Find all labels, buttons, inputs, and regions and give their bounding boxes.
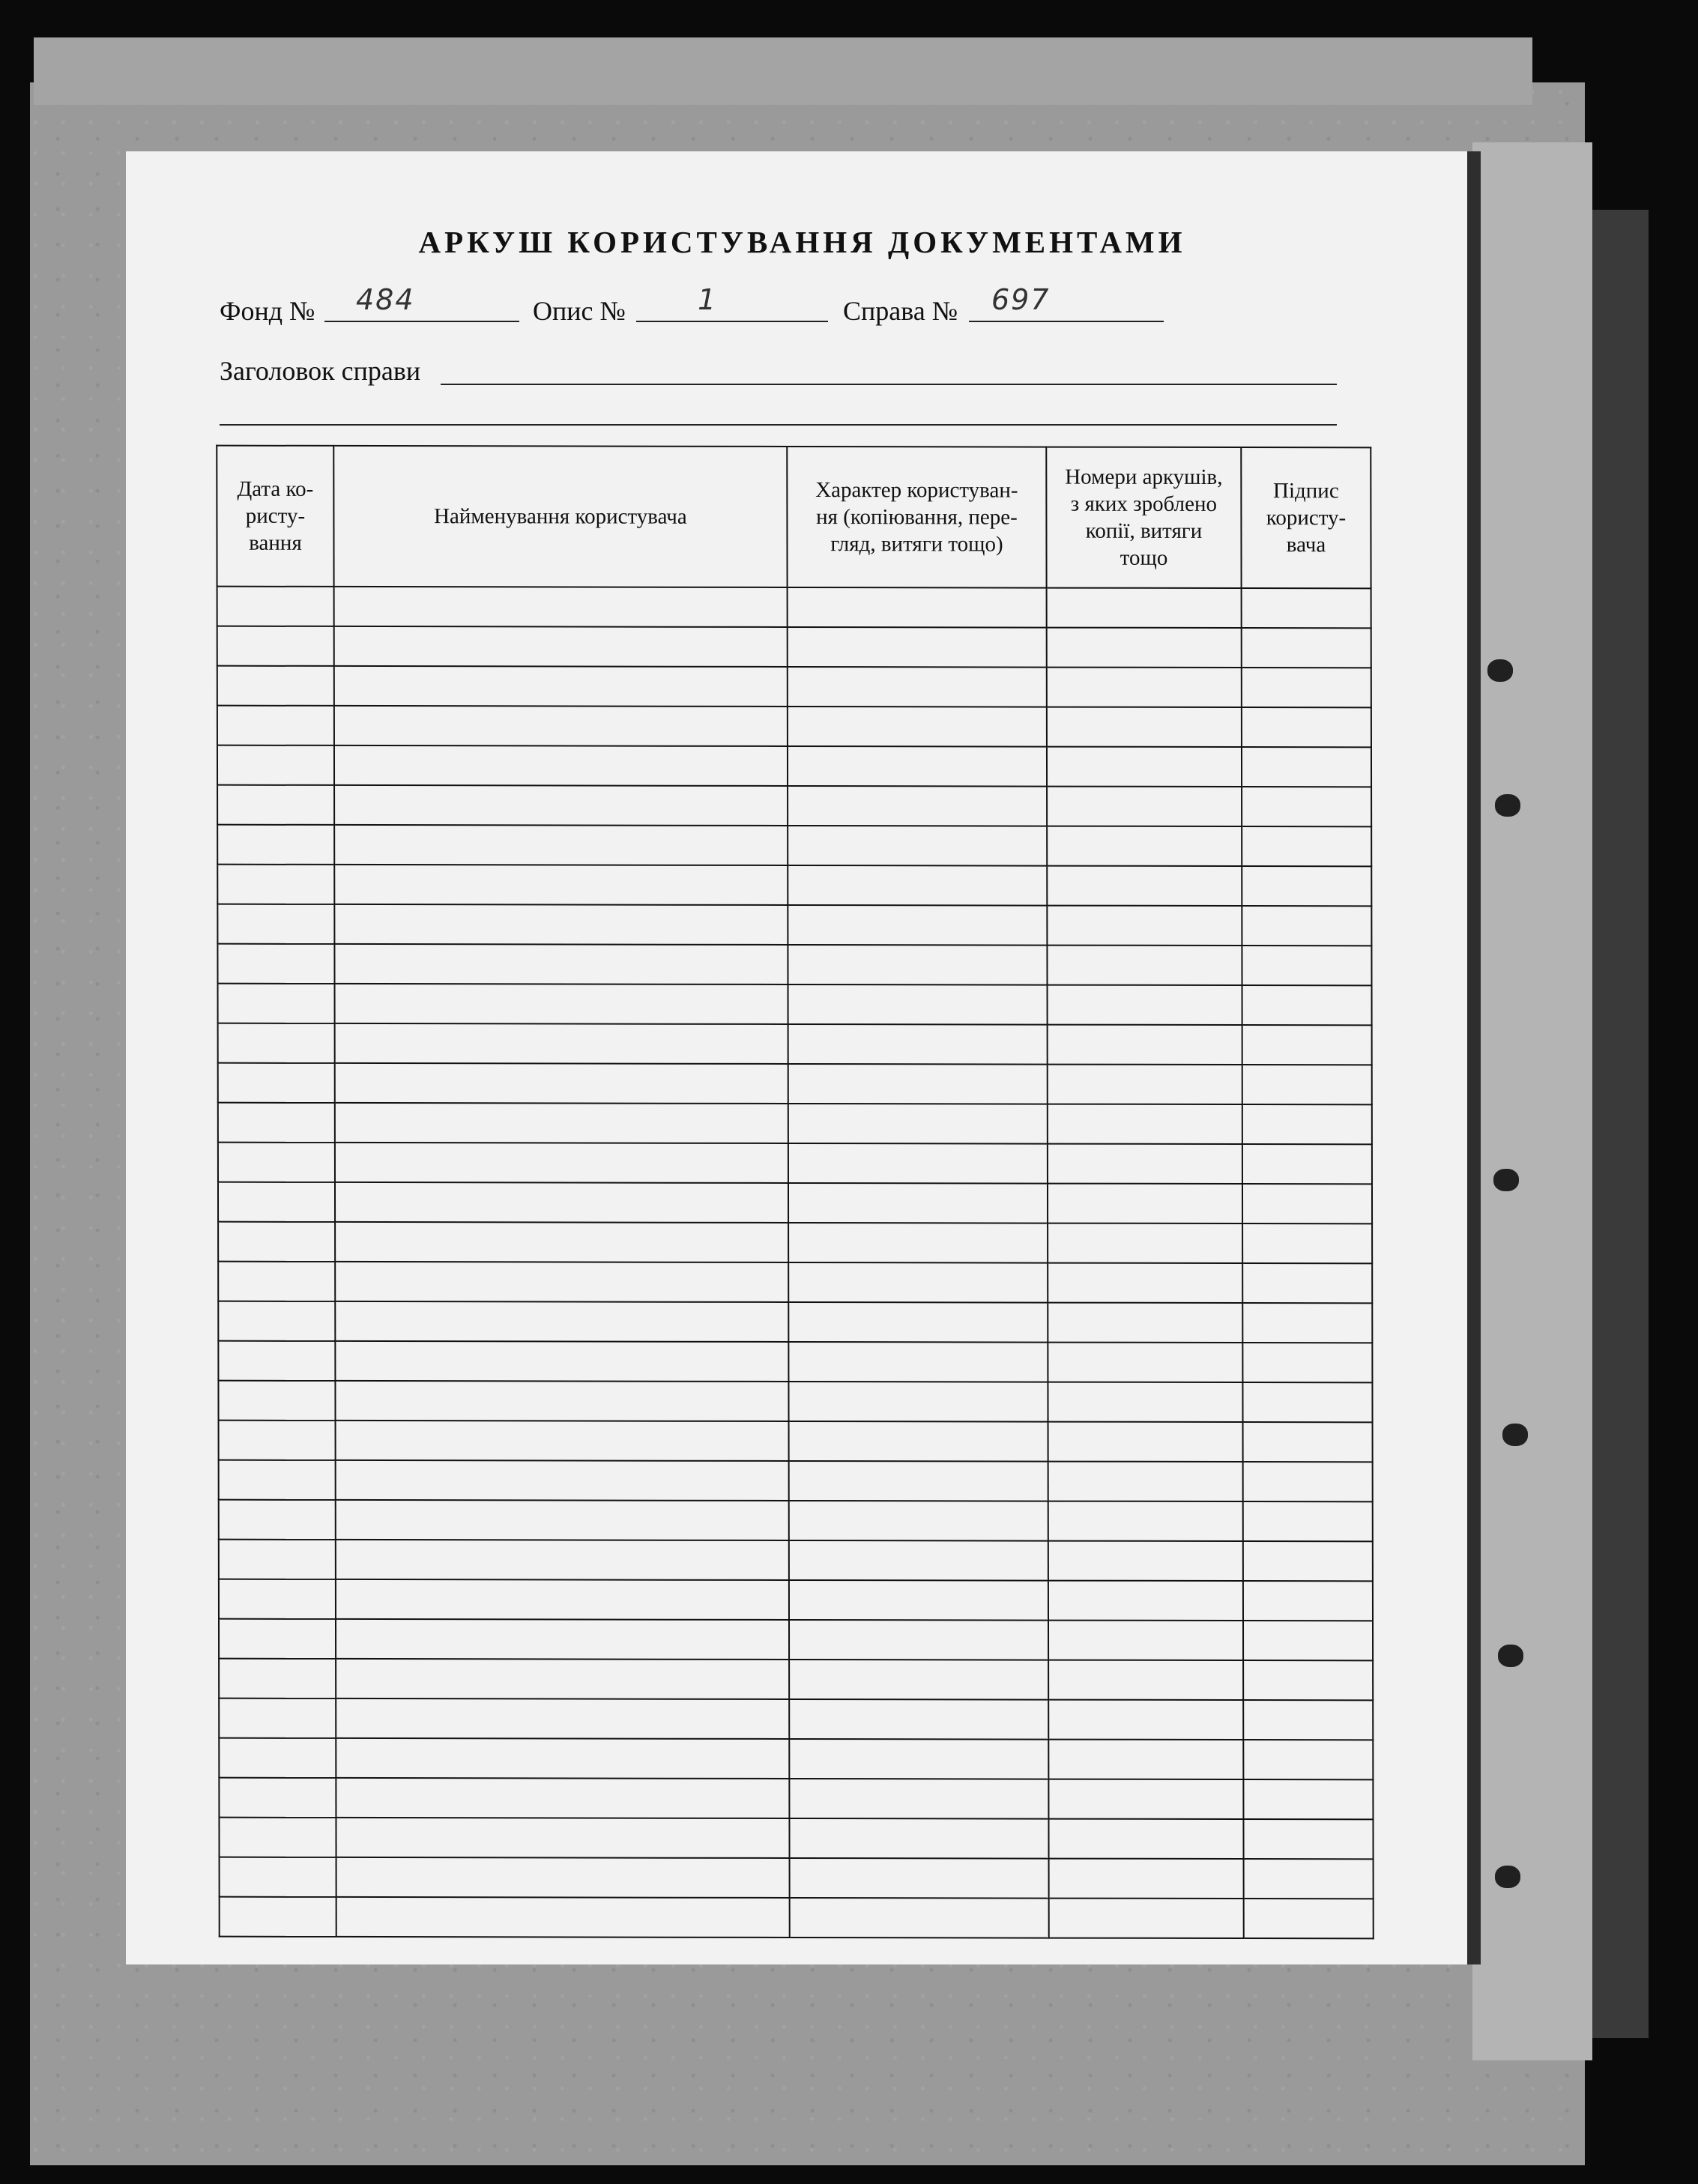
cell-signature[interactable] <box>1242 668 1371 707</box>
cell-sheet-numbers[interactable] <box>1048 1541 1243 1581</box>
cell-usage-type[interactable] <box>789 1699 1048 1740</box>
cell-sheet-numbers[interactable] <box>1048 1422 1243 1462</box>
cell-date[interactable] <box>217 587 334 626</box>
cell-date[interactable] <box>219 1460 336 1500</box>
case-heading-line-2[interactable] <box>220 424 1337 426</box>
cell-sheet-numbers[interactable] <box>1047 747 1242 787</box>
cell-user-name[interactable] <box>336 1738 789 1779</box>
cell-date[interactable] <box>219 1540 336 1579</box>
cell-user-name[interactable] <box>335 1381 788 1421</box>
cell-usage-type[interactable] <box>788 1024 1048 1065</box>
cell-user-name[interactable] <box>336 1579 789 1620</box>
table-row <box>220 1897 1374 1939</box>
cell-usage-type[interactable] <box>788 707 1047 747</box>
table-row <box>217 785 1371 827</box>
table-row <box>219 1699 1373 1740</box>
cell-date[interactable] <box>218 1222 335 1262</box>
cell-user-name[interactable] <box>334 785 788 826</box>
binding-hole <box>1495 1866 1520 1888</box>
cell-user-name[interactable] <box>336 1778 789 1818</box>
cell-user-name[interactable] <box>336 1818 789 1858</box>
cell-signature[interactable] <box>1243 1501 1373 1541</box>
cell-usage-type[interactable] <box>789 1620 1048 1660</box>
cell-date[interactable] <box>218 984 335 1023</box>
cell-sheet-numbers[interactable] <box>1048 1104 1242 1144</box>
table-row <box>218 1301 1372 1343</box>
cell-date[interactable] <box>219 1619 336 1659</box>
cell-user-name[interactable] <box>335 984 788 1024</box>
cell-user-name[interactable] <box>334 825 788 865</box>
col-header-usage-type: Характер користуван- ня (копіювання, пере- гляд, витяги тощо) <box>787 447 1046 588</box>
cell-user-name[interactable] <box>335 1182 788 1223</box>
document-sheet <box>126 151 1467 1964</box>
opys-field[interactable] <box>636 283 828 322</box>
table-row <box>218 1103 1372 1145</box>
table-row <box>217 825 1371 867</box>
cell-sheet-numbers[interactable] <box>1049 1859 1244 1899</box>
cell-date[interactable] <box>218 1063 335 1103</box>
table-row <box>218 1063 1372 1105</box>
cell-date[interactable] <box>219 1699 336 1738</box>
cell-usage-type[interactable] <box>789 1818 1048 1859</box>
cell-usage-type[interactable] <box>790 1898 1049 1938</box>
table-row <box>218 1023 1372 1065</box>
table-header-row <box>217 446 1371 589</box>
cell-user-name[interactable] <box>336 1540 789 1580</box>
cell-date[interactable] <box>219 1818 336 1857</box>
opys-value: 1 <box>698 283 718 316</box>
cell-usage-type[interactable] <box>788 1064 1048 1104</box>
cell-sheet-numbers[interactable] <box>1048 1144 1242 1184</box>
table-row <box>218 1222 1372 1264</box>
cell-user-name[interactable] <box>334 904 788 945</box>
col-header-date: Дата ко- ристу- вання <box>217 446 333 587</box>
cell-user-name[interactable] <box>336 1500 789 1540</box>
table-row <box>219 1619 1373 1661</box>
cell-sheet-numbers[interactable] <box>1047 787 1242 826</box>
reference-row <box>220 283 1284 330</box>
fond-value: 484 <box>356 283 415 316</box>
cell-signature[interactable] <box>1242 1263 1372 1303</box>
cell-usage-type[interactable] <box>788 1262 1048 1303</box>
cell-sheet-numbers[interactable] <box>1047 707 1242 747</box>
cell-sheet-numbers[interactable] <box>1047 588 1242 628</box>
cell-date[interactable] <box>219 1579 336 1619</box>
table-row <box>219 1659 1373 1701</box>
table-row <box>217 865 1371 907</box>
cell-signature[interactable] <box>1242 1144 1372 1184</box>
cell-date[interactable] <box>218 1301 335 1341</box>
cell-user-name[interactable] <box>336 1659 789 1699</box>
cell-sheet-numbers[interactable] <box>1048 1303 1242 1343</box>
table-row <box>218 1381 1372 1423</box>
case-heading-line-1[interactable] <box>441 384 1337 385</box>
cell-user-name[interactable] <box>335 1103 788 1143</box>
cell-signature[interactable] <box>1242 1343 1372 1382</box>
cell-usage-type[interactable] <box>788 627 1047 668</box>
cell-usage-type[interactable] <box>789 1421 1048 1462</box>
cell-date[interactable] <box>218 1182 335 1222</box>
binding-hole <box>1493 1169 1519 1191</box>
cell-signature[interactable] <box>1243 1462 1373 1501</box>
cell-date[interactable] <box>218 1143 335 1182</box>
cell-user-name[interactable] <box>334 626 788 667</box>
cell-date[interactable] <box>218 1341 335 1381</box>
cell-user-name[interactable] <box>335 1143 788 1183</box>
cell-date[interactable] <box>217 865 334 904</box>
cell-signature[interactable] <box>1243 1740 1373 1779</box>
table-row <box>217 944 1371 986</box>
cell-date[interactable] <box>217 825 334 865</box>
cell-date[interactable] <box>220 1857 336 1897</box>
cell-usage-type[interactable] <box>789 1779 1048 1819</box>
table-row <box>218 1182 1372 1224</box>
cell-sheet-numbers[interactable] <box>1047 866 1242 906</box>
sprava-field[interactable] <box>969 283 1164 322</box>
folder-right-flap <box>1472 142 1592 2060</box>
cell-user-name[interactable] <box>335 1262 788 1302</box>
cell-usage-type[interactable] <box>788 587 1047 628</box>
cardboard-top-strip <box>34 37 1532 105</box>
cell-signature[interactable] <box>1243 1819 1373 1859</box>
cell-sheet-numbers[interactable] <box>1047 826 1242 866</box>
cell-sheet-numbers[interactable] <box>1048 1660 1243 1700</box>
cell-signature[interactable] <box>1242 985 1372 1025</box>
cell-date[interactable] <box>219 1421 336 1460</box>
cell-sheet-numbers[interactable] <box>1048 1621 1243 1660</box>
table-row <box>217 587 1371 629</box>
cell-sheet-numbers[interactable] <box>1048 1065 1242 1104</box>
cell-date[interactable] <box>218 1023 335 1063</box>
cell-signature[interactable] <box>1242 1303 1372 1343</box>
cell-signature[interactable] <box>1242 1104 1372 1144</box>
cell-user-name[interactable] <box>336 1857 790 1898</box>
cell-signature[interactable] <box>1243 1422 1373 1462</box>
cell-signature[interactable] <box>1244 1899 1374 1938</box>
cell-signature[interactable] <box>1243 1779 1373 1819</box>
cell-signature[interactable] <box>1242 826 1371 866</box>
form-title: АРКУШ КОРИСТУВАННЯ ДОКУМЕНТАМИ <box>418 225 1186 259</box>
cell-signature[interactable] <box>1242 588 1371 628</box>
cell-sheet-numbers[interactable] <box>1047 906 1242 946</box>
table-row <box>218 1341 1372 1383</box>
cell-date[interactable] <box>218 1103 335 1143</box>
cell-date[interactable] <box>219 1738 336 1778</box>
table-row <box>217 626 1371 668</box>
cell-signature[interactable] <box>1243 1621 1373 1660</box>
cell-sheet-numbers[interactable] <box>1047 628 1242 668</box>
cell-usage-type[interactable] <box>788 865 1047 906</box>
cell-usage-type[interactable] <box>790 1858 1049 1899</box>
cell-usage-type[interactable] <box>788 984 1048 1025</box>
table-row <box>217 745 1371 787</box>
cell-user-name[interactable] <box>336 1619 789 1660</box>
cell-user-name[interactable] <box>334 745 788 786</box>
cell-signature[interactable] <box>1242 1382 1372 1422</box>
cell-signature[interactable] <box>1242 1065 1372 1104</box>
fond-label: Фонд № <box>220 296 315 326</box>
cell-user-name[interactable] <box>336 1421 789 1461</box>
usage-table <box>216 445 1374 1940</box>
cell-date[interactable] <box>219 1659 336 1699</box>
cell-user-name[interactable] <box>334 587 788 627</box>
cell-signature[interactable] <box>1242 787 1371 826</box>
table-row <box>219 1500 1373 1542</box>
cell-usage-type[interactable] <box>788 1302 1048 1343</box>
cell-sheet-numbers[interactable] <box>1048 1700 1243 1740</box>
cell-sheet-numbers[interactable] <box>1047 668 1242 707</box>
cell-sheet-numbers[interactable] <box>1047 946 1242 985</box>
cell-user-name[interactable] <box>334 865 788 905</box>
cell-usage-type[interactable] <box>789 1540 1048 1581</box>
cell-date[interactable] <box>219 1500 336 1540</box>
cell-usage-type[interactable] <box>788 826 1047 866</box>
cell-sheet-numbers[interactable] <box>1048 1223 1242 1263</box>
cell-usage-type[interactable] <box>788 667 1047 707</box>
table-row <box>217 666 1371 708</box>
table-row <box>219 1738 1373 1780</box>
table-row <box>219 1778 1373 1820</box>
cell-sheet-numbers[interactable] <box>1048 1819 1243 1859</box>
cell-user-name[interactable] <box>335 1301 788 1342</box>
cell-date[interactable] <box>217 706 334 745</box>
table-row <box>219 1421 1373 1462</box>
cell-signature[interactable] <box>1242 1025 1372 1065</box>
table-row <box>219 1818 1373 1860</box>
cell-usage-type[interactable] <box>788 786 1047 826</box>
cell-usage-type[interactable] <box>788 1382 1048 1422</box>
cell-sheet-numbers[interactable] <box>1048 1382 1242 1422</box>
binding-hole <box>1502 1424 1528 1446</box>
cell-sheet-numbers[interactable] <box>1048 1501 1243 1541</box>
cell-user-name[interactable] <box>334 706 788 746</box>
cell-date[interactable] <box>217 785 334 825</box>
cell-signature[interactable] <box>1243 1660 1373 1700</box>
cell-user-name[interactable] <box>336 1699 789 1739</box>
cell-sheet-numbers[interactable] <box>1049 1899 1244 1938</box>
binding-hole <box>1487 659 1513 682</box>
table-row <box>217 706 1371 748</box>
cell-signature[interactable] <box>1242 628 1371 668</box>
cell-usage-type[interactable] <box>788 746 1047 787</box>
table-row <box>219 1579 1373 1621</box>
usage-table-body <box>217 587 1374 1939</box>
cell-signature[interactable] <box>1243 1541 1373 1581</box>
cell-sheet-numbers[interactable] <box>1048 1343 1242 1382</box>
cell-signature[interactable] <box>1243 1700 1373 1740</box>
cell-usage-type[interactable] <box>789 1501 1048 1541</box>
cell-usage-type[interactable] <box>788 1223 1048 1263</box>
cell-signature[interactable] <box>1242 747 1371 787</box>
cell-user-name[interactable] <box>335 1222 788 1262</box>
cell-signature[interactable] <box>1242 906 1371 946</box>
binding-hole <box>1495 794 1520 817</box>
cell-sheet-numbers[interactable] <box>1048 1462 1243 1501</box>
cell-user-name[interactable] <box>336 1897 790 1938</box>
opys-label: Опис № <box>533 296 626 326</box>
table-row <box>218 984 1372 1026</box>
col-header-user-name: Найменування користувача <box>333 446 787 587</box>
cell-sheet-numbers[interactable] <box>1048 1779 1243 1819</box>
cell-sheet-numbers[interactable] <box>1048 1025 1242 1065</box>
cell-sheet-numbers[interactable] <box>1048 1740 1243 1779</box>
sprava-value: 697 <box>991 283 1051 316</box>
cell-date[interactable] <box>217 666 334 706</box>
cell-signature[interactable] <box>1242 1223 1372 1263</box>
table-row <box>219 1460 1373 1502</box>
cell-user-name[interactable] <box>336 1460 789 1501</box>
cell-usage-type[interactable] <box>789 1461 1048 1501</box>
cell-user-name[interactable] <box>335 1023 788 1064</box>
cell-date[interactable] <box>217 944 334 984</box>
cell-user-name[interactable] <box>334 944 788 984</box>
cell-date[interactable] <box>220 1897 336 1937</box>
cell-signature[interactable] <box>1242 946 1371 985</box>
fond-field[interactable] <box>324 283 519 322</box>
cell-usage-type[interactable] <box>788 1143 1048 1184</box>
table-row <box>217 904 1371 946</box>
table-row <box>219 1540 1373 1582</box>
cell-sheet-numbers[interactable] <box>1048 985 1242 1025</box>
cell-usage-type[interactable] <box>788 945 1047 985</box>
cell-usage-type[interactable] <box>788 1342 1048 1382</box>
table-row <box>218 1262 1372 1304</box>
table-row <box>218 1143 1372 1185</box>
table-row <box>220 1857 1374 1899</box>
case-heading-label: Заголовок справи <box>220 356 421 386</box>
cell-date[interactable] <box>218 1262 335 1301</box>
cell-usage-type[interactable] <box>789 1580 1048 1621</box>
cell-signature[interactable] <box>1242 1184 1372 1223</box>
cell-date[interactable] <box>217 745 334 785</box>
cell-date[interactable] <box>219 1778 336 1818</box>
cell-usage-type[interactable] <box>788 1104 1048 1144</box>
cell-date[interactable] <box>217 626 334 666</box>
cell-user-name[interactable] <box>335 1341 788 1382</box>
cell-date[interactable] <box>218 1381 335 1421</box>
cell-date[interactable] <box>217 904 334 944</box>
cell-signature[interactable] <box>1244 1859 1374 1899</box>
cell-signature[interactable] <box>1243 1581 1373 1621</box>
binding-hole <box>1498 1645 1523 1667</box>
cell-user-name[interactable] <box>335 1063 788 1104</box>
cell-usage-type[interactable] <box>789 1660 1048 1700</box>
cell-usage-type[interactable] <box>788 1183 1048 1223</box>
cell-usage-type[interactable] <box>789 1739 1048 1779</box>
cell-sheet-numbers[interactable] <box>1048 1581 1243 1621</box>
cell-usage-type[interactable] <box>788 905 1047 946</box>
cell-signature[interactable] <box>1242 707 1371 747</box>
cell-signature[interactable] <box>1242 866 1371 906</box>
col-header-signature: Підпис користу- вача <box>1241 447 1371 588</box>
sprava-label: Справа № <box>843 296 958 326</box>
cell-user-name[interactable] <box>334 666 788 707</box>
cell-sheet-numbers[interactable] <box>1048 1184 1242 1223</box>
col-header-sheet-numbers: Номери аркушів, з яких зроблено копії, витяги тощо <box>1046 447 1241 588</box>
cell-sheet-numbers[interactable] <box>1048 1263 1242 1303</box>
